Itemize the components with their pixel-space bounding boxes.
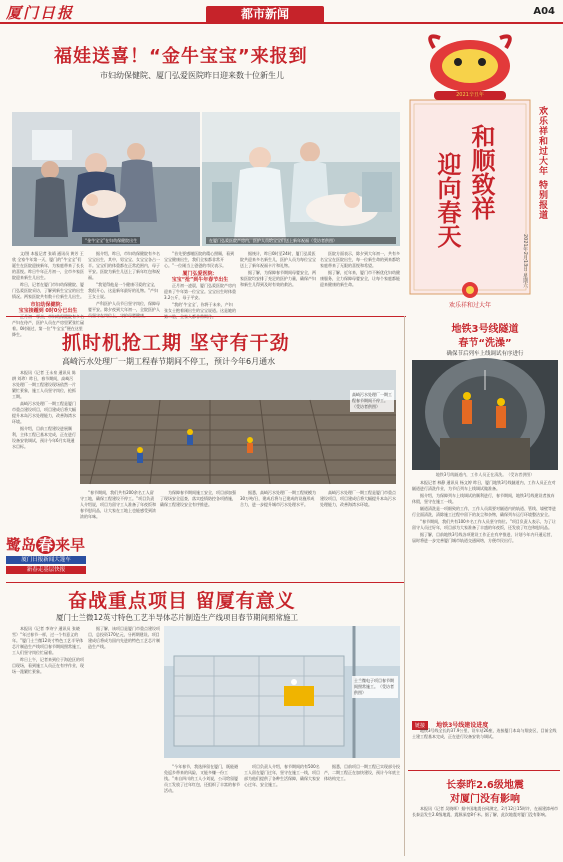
story-title: 奋战重点项目 留厦有意义 [68, 590, 296, 612]
section-divider [6, 582, 404, 583]
paragraph: 项目负责人介绍，春节期间约有500名工人留在厦门过年，坚守在施工一线，项目部为他们提供了各种生活保障，确保大家安心过年、安全施工。 [244, 764, 320, 787]
paragraph: 正月初一凌晨，厦门弘爱医院产房内迎来了牛年第一位宝宝。宝宝出生时体重3.2公斤，母子平安。 [164, 283, 236, 300]
calligraphy-char: 祥 [467, 196, 496, 220]
story-subtitle: 厦门士兰微12英寸特色工艺半导体芯片制造生产线项目春节期间照常施工 [56, 613, 299, 622]
story-title-line2: 对厦门没有影响 [450, 794, 520, 805]
paragraph: 据了解，为保障春节期间母婴安全，两家医院均安排了充足的医护力量，确保产妇和新生儿得到及时有效的救治。 [240, 270, 316, 287]
paragraph: 隧道清洗是一项细致的工作，工作人员需要对隧道内的轨道、管线、墙壁等进行全面清洗，清除施工过程中留下的灰尘和杂物，确保列车运行环境整洁安全。 [412, 506, 556, 517]
text-column [240, 251, 316, 313]
paragraph: “我的‘牛宝宝’，你将于未来，产妇张女士抱着刚出生的宝宝说道。这是她的 [164, 302, 236, 313]
story-subtitle: 确保节后列车上线调试有序进行 [446, 351, 524, 357]
story-chip-plant [0, 584, 402, 860]
paragraph: “春节期间，我们共有100多名工作人员坚守岗位。”项目负责人表示，为了让留守人员过好年，项目部为大家准备了丰盛的年夜饭，还发放了红包和慰问品。 [412, 519, 556, 530]
text-column [160, 490, 236, 556]
calligraphy-char: 迎 [433, 152, 462, 176]
text-column [164, 764, 240, 852]
story-metro-tunnel [408, 316, 562, 730]
text-column [80, 490, 156, 556]
calligraphy-char: 天 [433, 224, 462, 248]
text-column [240, 490, 316, 556]
banner-calligraphy-right [468, 124, 494, 220]
paragraph: 高崎污水处理厂一期工程是厦门市重点建设项目，项目建成后将大幅提升本岛污水处理能力，改善海湾水环境。 [12, 401, 76, 424]
paragraph: 据了解，目前地铁3号线各项建设工作正在有序推进，计划今年内开通运营，届时将进一步完善厦门城市轨道交通网络，方便市民出行。 [412, 532, 555, 543]
subhead: 市妇幼保健院： [30, 302, 66, 308]
masthead [0, 0, 563, 24]
paragraph: 昨日上午，记者来到位于海沧区的项目现场，看到施工人员正在有序作业，现场一派繁忙景象。 [12, 657, 84, 674]
link-tag: 链接 [412, 721, 428, 730]
spring-logo-block [6, 534, 86, 584]
construction-photo-illustration [80, 370, 396, 484]
page-number: A04 [533, 6, 555, 17]
newspaper-logo: 厦门日报 [6, 4, 75, 22]
paragraph: 为保障春节期间施工安全，项目部加强了现场安全巡查，落实疫情防控各项措施，确保工程建设安全有序推进。 [160, 490, 236, 507]
logo-title-highlight: 春 [38, 536, 54, 554]
text-column [164, 251, 236, 313]
story-earthquake [408, 772, 562, 858]
banner-date: 2021年2月13日 星期六 [522, 234, 528, 288]
logo-line: 新春走基层快报 [6, 566, 86, 574]
text-column [244, 764, 320, 852]
story-title: 长泰昨2.6级地震 [446, 780, 524, 791]
link-text [412, 728, 558, 766]
paragraph: 医院方面表示，除夕到大年初一，共有多名宝宝在医院出生，每一位新生命的到来都给家庭带来了无限的喜悦和希望。 [320, 251, 400, 268]
delivery-room-illustration [202, 112, 400, 246]
section-divider [6, 316, 406, 317]
paragraph: 据了解，近年来，厦门市不断优化妇幼健康服务，全力保障母婴安全，让每个家庭都能迎来健康的新生命。 [320, 270, 400, 287]
story-newborn [0, 26, 402, 337]
calligraphy-char: 和 [467, 124, 496, 148]
subhead: 宝宝“抢”到牛年春节出生 [171, 277, 229, 283]
paragraph: 地铁3号线全长约37.9公里，设车站26座，连接厦门本岛与翔安区，目前全线土建工程基本完成，正在进行设备安装与调试。 [412, 728, 557, 739]
story-title: 抓时机抢工期 坚守有干劲 [62, 332, 290, 354]
paragraph: 据统计，昨日0时至24时，厦门弘爱医院共迎来多名新生儿，医护人员为每位宝宝送上了新年祝福卡片和礼物。 [240, 251, 316, 268]
photo-construction-site [80, 370, 396, 484]
photo-newborn-2 [202, 112, 400, 246]
banner-year: 2021辛丑年 [434, 91, 506, 100]
text-column [12, 251, 84, 337]
logo-title [6, 534, 86, 555]
paragraph: 据介绍，目前工程建设进展顺利，主体工程已基本完成，正在进行设备安装调试，预计今年6月实现通水目标。 [12, 426, 76, 449]
festive-banner [404, 26, 562, 314]
calligraphy-char: 致 [467, 172, 496, 196]
text-column [12, 626, 84, 852]
story-subtitle: 高崎污水处理厂一期工程春节期间不停工，预计今年6月通水 [62, 357, 276, 366]
paragraph: “我觉得他是一个健康可爱的宝宝，我很开心，这是新年最好的礼物。”产妇王女士说。 [88, 282, 159, 299]
banner-footer: 欢乐祥和过大年 [448, 302, 491, 309]
calligraphy-char: 向 [433, 176, 462, 200]
paragraph: 高崎污水处理厂一期工程是厦门市重点建设项目，项目建成后将大幅提升本岛污水处理能力，改善海湾水环境。 [320, 490, 396, 507]
paragraph: 本报讯（记者 王永泉 通讯员 陈耕 刘珍）昨日，春节期间，高崎污水处理厂一期工程建设现场依然一片繁忙景象，施工人员坚守岗位，抢抓工期。 [12, 370, 76, 399]
paragraph: 昨日，记者在厦门市妇幼保健院、厦门弘爱医院采访，了解到新生宝宝的出生情况。两家医院共有数十位新生儿出生。 [12, 282, 84, 299]
photo-caption: 地铁3号线隧道内，工作人员正在清洗。（受访者供图） [435, 472, 535, 477]
logo-title-part: 来早 [55, 536, 86, 554]
story-title-line2: 春节“洗澡” [458, 338, 512, 349]
newborn-photo-illustration [12, 112, 200, 246]
paragraph: “首先要感谢医院的精心照顾，看到宝宝健康出生，我们全家都非常开心。”一位刚当上爸爸的市民表示。 [164, 251, 235, 268]
text-column [324, 764, 400, 852]
link-box [412, 712, 558, 729]
calligraphy-char: 春 [433, 200, 462, 224]
text-column [320, 490, 396, 556]
section-divider [408, 770, 560, 771]
paragraph: “春节期间，我们共有200余名工人留守工地，确保工程建设不停工。”项目负责人介绍说，项目为留守工人准备了年夜饭和春节慰问品，让大家在工地上也能感受到浓浓的年味。 [80, 490, 156, 519]
paragraph: 据介绍，为保障列车上线调试的顺利进行，春节期间，地铁3号线建设者放弃休假，坚守在施工一线。 [412, 493, 555, 504]
logo-title-part: 鹭岛 [6, 536, 37, 554]
banner-side-text: 欢乐祥和过大年 特别报道 [537, 106, 547, 221]
paragraph: 据了解，该项目是厦门市重点建设项目，总投资170亿元，分两期建设。项目建成后将成为国内先进的特色工艺芯片制造生产线。 [88, 626, 160, 649]
tunnel-photo-illustration [412, 360, 558, 470]
link-title: 地铁3号线建设进度 [436, 722, 489, 729]
calligraphy-char: 顺 [467, 148, 496, 172]
paragraph: 据介绍，昨日，市妇幼保健院有多名宝宝出生，其中，男宝宝、女宝宝各占一半。宝宝们的体重都在正常范围内，母子平安。医院为新生儿送上了新年红包和祝福。 [88, 251, 160, 280]
column-divider [404, 316, 405, 856]
photo-caption: 士兰微电子项目春节期间照常施工。（受访者供图） [352, 676, 398, 698]
photo-newborn-1 [12, 112, 200, 246]
text-column [88, 626, 160, 852]
paragraph: 产妇在待产，医护人员在产房里紧张忙碌着。0时刚过，第一位“牛宝宝”便在这里降生。 [12, 320, 84, 337]
paragraph: “今年春节，我选择留在厦门，既能避免返乡带来的风险，又能多赚一份工钱。”来自四川的工人小刘说，公司给留厦员工发放了过年红包，还组织了丰富的春节活动。 [164, 764, 240, 793]
photo-caption: “金牛宝宝”在妇幼保健院出生 [82, 237, 140, 244]
text-column [412, 480, 558, 710]
text-column [320, 251, 400, 313]
text-column [12, 370, 76, 556]
photo-metro-tunnel [412, 360, 558, 470]
section-label: 都市新闻 [206, 6, 324, 23]
header-rule [0, 22, 563, 24]
photo-caption: 高崎污水处理厂一期工程春节期间不停工。（受访者供图） [350, 390, 394, 412]
paragraph: 据悉，目前项目一期工程已实现部分投产，二期工程正在加快建设，预计今年底主体结构完工。 [324, 764, 400, 781]
photo-caption: 在厦门弘爱医院产房内，医护人员给宝宝们送上新年祝福（受访者供图） [206, 237, 396, 244]
paragraph: 本报讯（记者 李诗宁 通讯员 张晓雪）“年过春节一样，过一个有意义的年。”厦门士兰微12英寸特色工艺半导体芯片制造生产线项目春节期间照常施工，工人们坚守岗位忙碌着。 [12, 626, 84, 655]
subhead: 宝宝接踵到 0时0分已出生 [18, 308, 78, 314]
logo-line: 厦门日报新闻大篷车 [6, 556, 86, 564]
text-column [88, 251, 160, 313]
story-title: 福娃送喜！“金牛宝宝”来报到 [54, 46, 308, 67]
subhead: 厦门弘爱医院： [182, 271, 218, 277]
photo-chip-plant [164, 626, 400, 758]
story-sewage-plant [0, 318, 402, 562]
paragraph: 产科医护人员节日坚守岗位，保障母婴平安。除夕夜到大年初一，全院医护人 [88, 301, 160, 312]
paragraph: 文/图 本报记者 张靖 通讯员 黄芳 王欣 全家牛年第一天，厦门的“牛宝宝”们诞生在医院迎接新年，为家庭带来了长长的喜悦。昨日牛年正月初一，全市多家医院迎来新生儿出生。 [12, 251, 84, 280]
story-title: 地铁3号线隧道 [451, 324, 519, 335]
story-subtitle: 市妇幼保健院、厦门弘爱医院昨日迎来数十位新生儿 [100, 71, 284, 80]
paragraph: 据悉，高崎污水处理厂一期工程规模为30万吨/日，建成后将与已建成的设施形成合力，进一步提升城市污水处理水平。 [240, 490, 316, 507]
banner-calligraphy-left [434, 152, 460, 248]
paragraph: 本报记者 林静 通讯员 杨文婷 昨日，厦门地铁3号线隧道内，工作人员正在对隧道进行清洗作业，为节后列车上线调试做准备。 [412, 480, 556, 491]
text-column [412, 806, 558, 856]
paragraph: 本报讯（记者 吴晓晖）据中国地震台网测定，2月12日15时许，在福建漳州市长泰县发生2.6级地震，震源深度8千米。据了解，此次地震对厦门没有影响。 [412, 806, 558, 817]
